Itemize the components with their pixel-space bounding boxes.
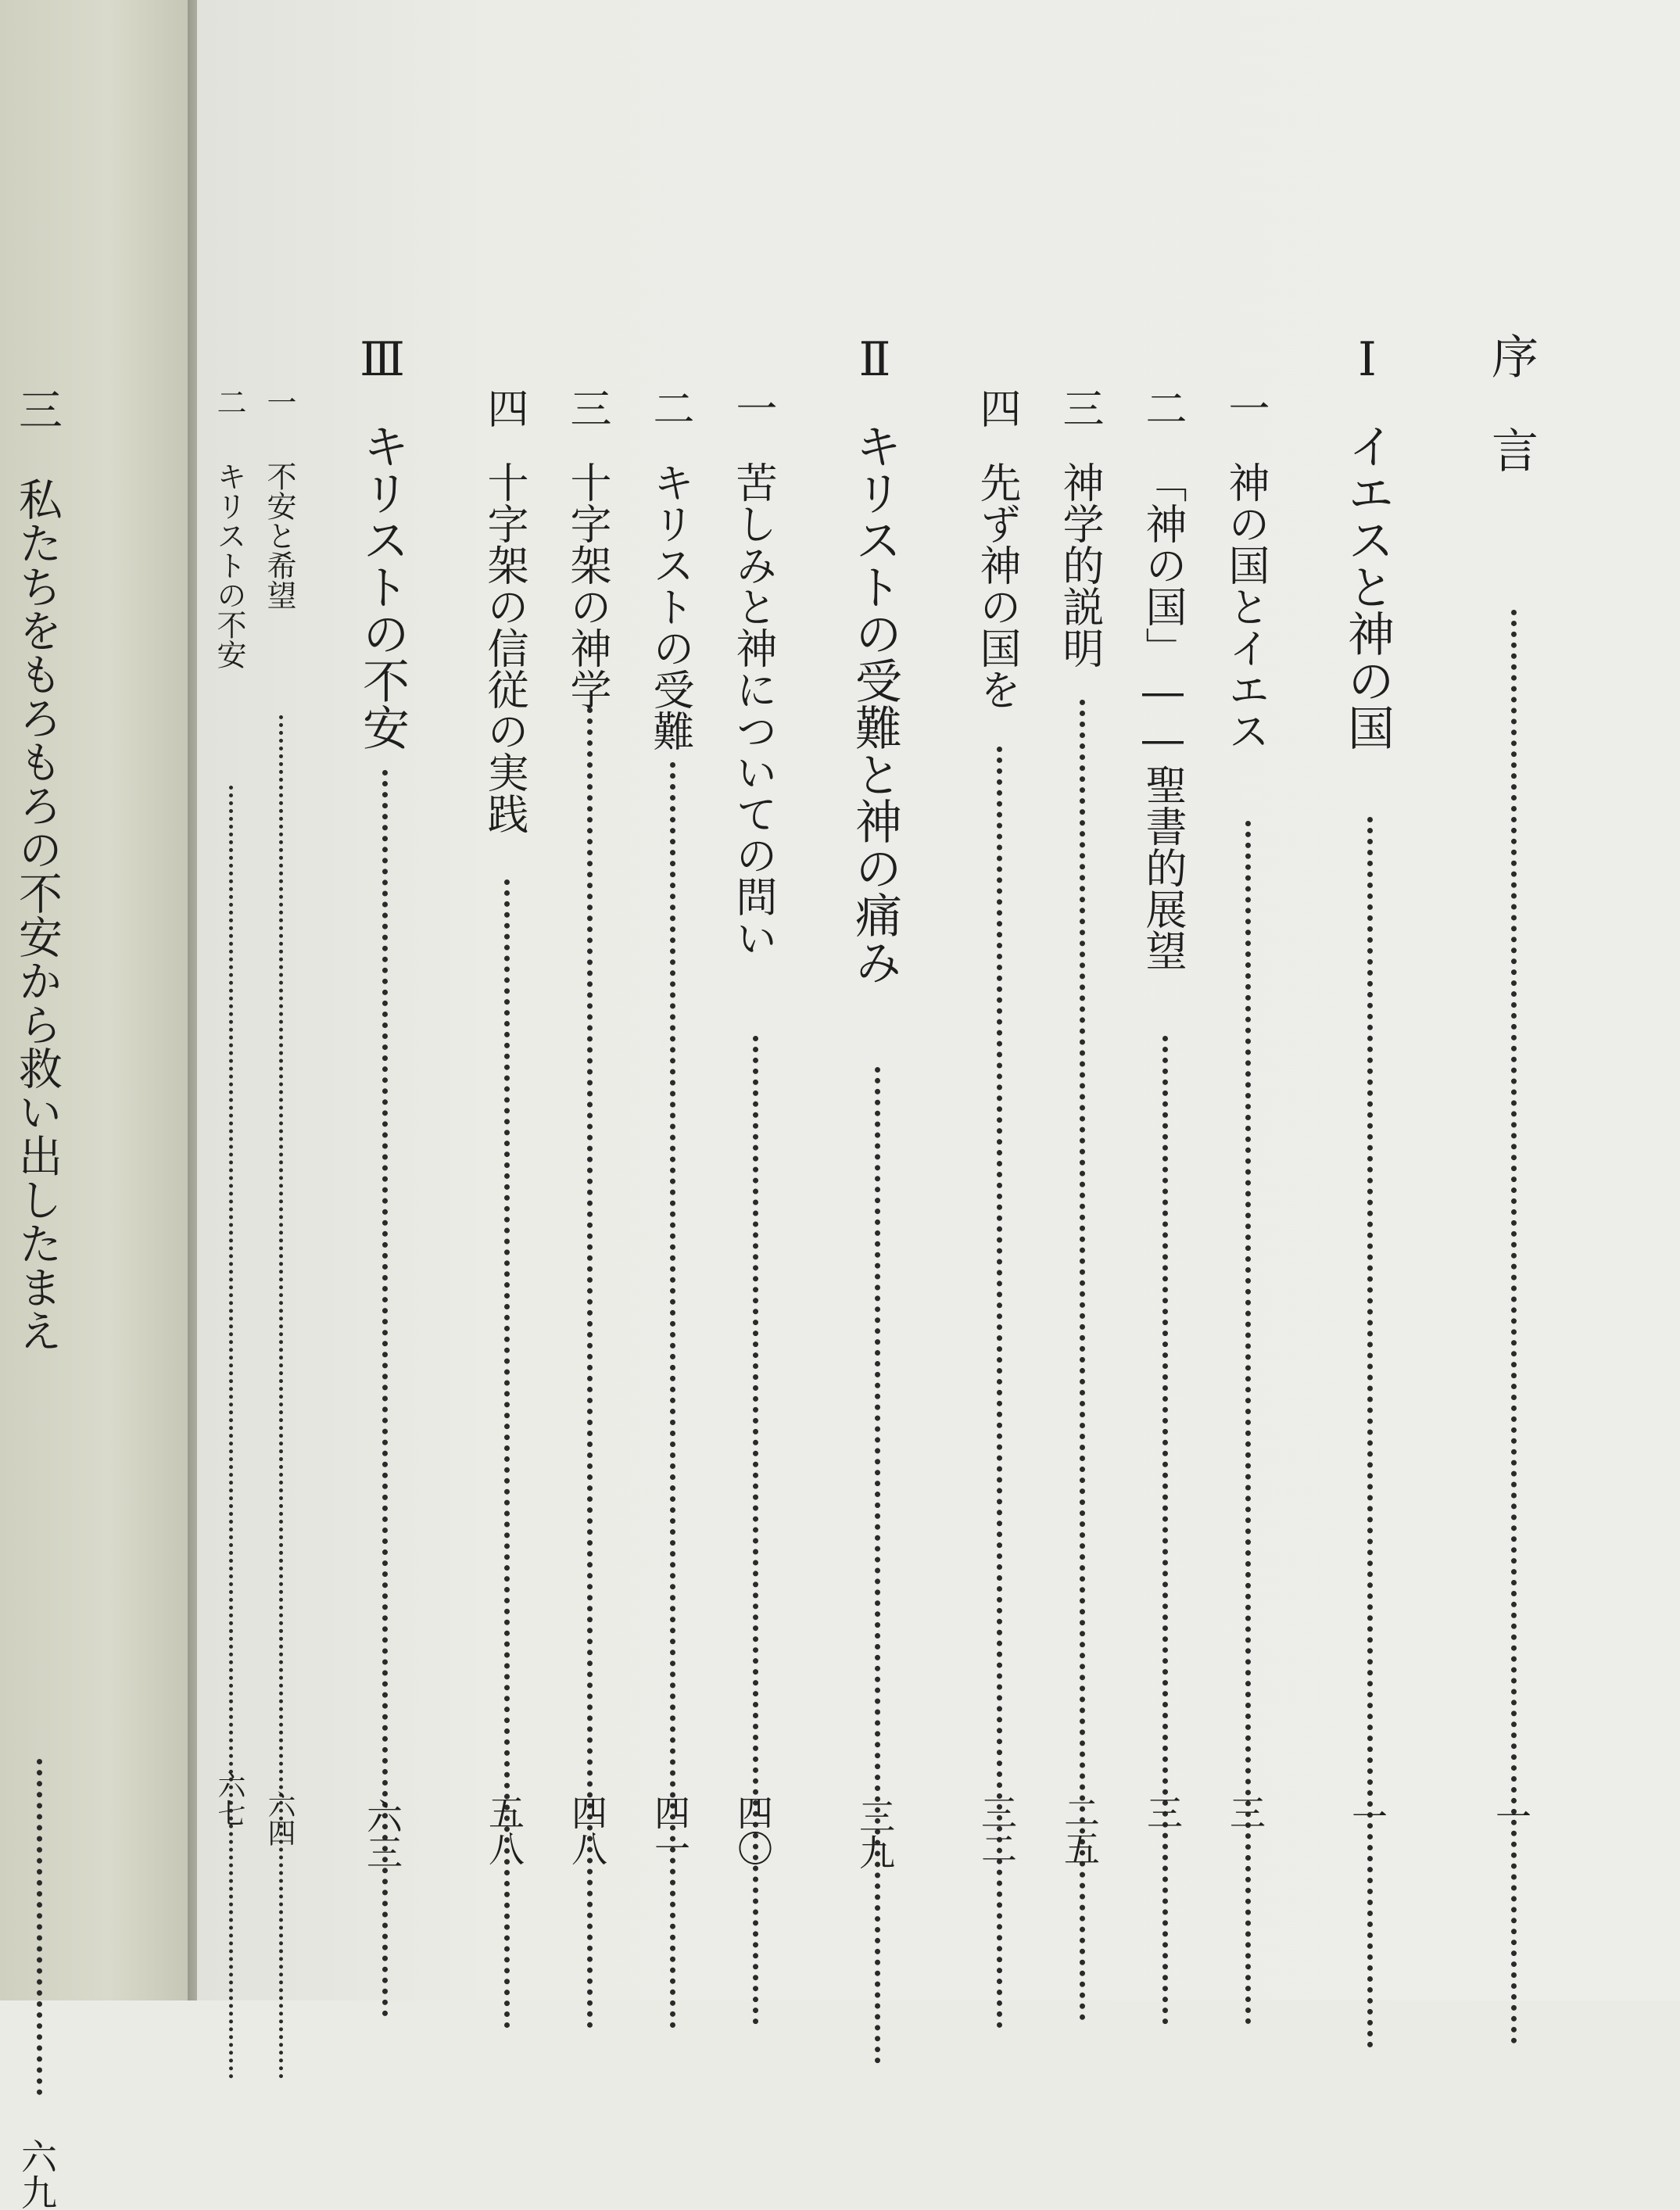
part-title: キリストの不安 xyxy=(355,422,410,750)
entry-number: 二 xyxy=(1139,387,1187,428)
entry-number: 一 xyxy=(729,387,777,428)
entry-number: 二 xyxy=(212,387,246,417)
entry-page: 四一 xyxy=(649,1794,691,1866)
left-page xyxy=(0,0,197,2210)
entry-title: 「神の国」――聖書的展望 xyxy=(1139,461,1187,971)
entry-number: 三 xyxy=(564,387,611,428)
entry-number: 二 xyxy=(647,387,694,428)
leader-dots xyxy=(1162,1036,1168,2025)
entry-title: 神の国とイエス xyxy=(1222,461,1270,751)
leader-dots xyxy=(279,715,283,2079)
entry-title: 神学的説明 xyxy=(1056,461,1104,668)
leader-dots xyxy=(1367,817,1373,2048)
entry-number: 四 xyxy=(973,387,1021,428)
part-numeral: Ⅰ xyxy=(1340,332,1395,387)
part-page: 六三 xyxy=(361,1798,403,1870)
leader-dots xyxy=(875,1067,880,2064)
right-page xyxy=(197,0,1680,2000)
leader-dots xyxy=(37,1759,42,2095)
entry-title: キリストの受難 xyxy=(647,461,694,751)
entry-number: 三 xyxy=(1056,387,1104,428)
part-page: 三九 xyxy=(854,1798,896,1870)
entry-page: 二五 xyxy=(1059,1794,1101,1866)
entry-page: 三二 xyxy=(976,1794,1018,1866)
part-page: 一 xyxy=(1346,1798,1388,1834)
entry-page: 四八 xyxy=(566,1794,608,1866)
entry-title: キリストの不安 xyxy=(212,461,246,669)
leader-dots xyxy=(753,1036,758,2025)
entry-number: 一 xyxy=(262,387,296,417)
preface-label: 序 言 xyxy=(1484,332,1539,473)
preface-page: 一 xyxy=(1490,1798,1532,1834)
entry-title: 苦しみと神についての問い xyxy=(729,461,777,958)
part-title: イエスと神の国 xyxy=(1340,422,1395,750)
entry-page: 五八 xyxy=(483,1794,525,1866)
part-numeral: Ⅲ xyxy=(355,332,410,387)
entry-number: 一 xyxy=(1222,387,1270,428)
leader-dots xyxy=(1245,821,1251,2025)
entry-title: 不安と希望 xyxy=(262,461,296,610)
entry-title: 十字架の神学 xyxy=(564,461,611,710)
entry-page: 六九 xyxy=(16,2138,58,2210)
part-title: キリストの受難と神の痛み xyxy=(847,422,902,985)
entry-number: 四 xyxy=(481,387,528,428)
entry-page: 六四 xyxy=(263,1790,296,1846)
entry-page: 三 xyxy=(1224,1794,1266,1830)
leader-dots xyxy=(229,786,233,2079)
entry-title: 先ず神の国を xyxy=(973,461,1021,710)
entry-page: 三 xyxy=(1141,1794,1184,1830)
entry-page: 四〇 xyxy=(732,1794,774,1866)
entry-number: 三 xyxy=(12,387,63,431)
entry-page: 六七 xyxy=(213,1771,245,1827)
entry-title: 私たちをもろもろの不安から救い出したまえ xyxy=(12,477,63,1352)
part-numeral: Ⅱ xyxy=(847,332,902,387)
entry-title: 十字架の信従の実践 xyxy=(481,461,528,834)
